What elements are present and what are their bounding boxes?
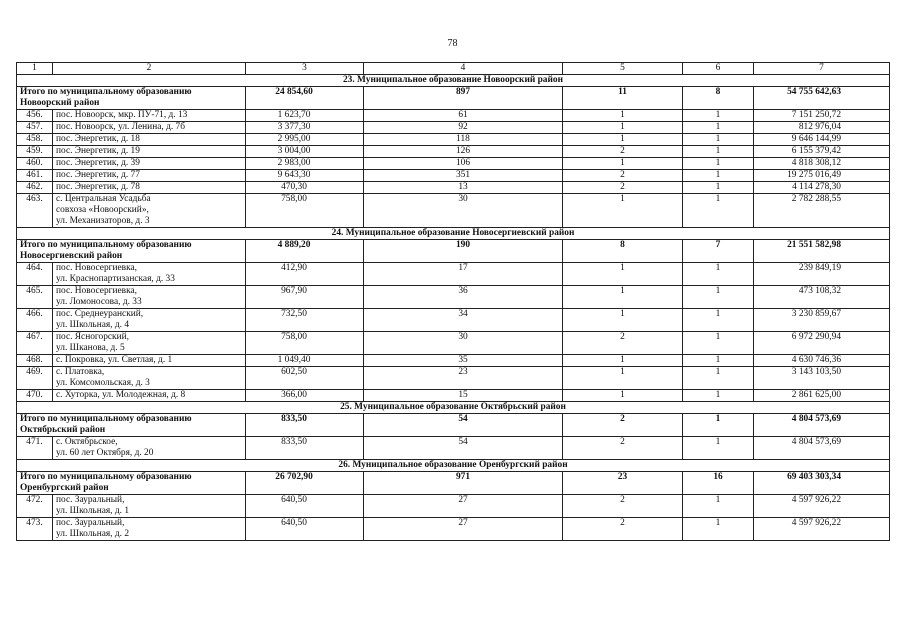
cost-value: 9 646 144,99 — [754, 134, 890, 146]
col6-value: 1 — [683, 495, 754, 518]
row-number: 467. — [17, 332, 53, 355]
area-value: 758,00 — [246, 332, 364, 355]
cost-value: 4 597 926,22 — [754, 518, 890, 541]
residents-value: 23 — [364, 367, 563, 390]
column-header: 1 — [17, 63, 53, 75]
area-value: 732,50 — [246, 309, 364, 332]
total-residents: 190 — [364, 240, 563, 263]
address-line: ул. Школьная, д. 4 — [56, 320, 130, 330]
row-number: 460. — [17, 158, 53, 170]
address-line: пос. Зауральный, — [56, 518, 125, 528]
cost-value: 19 275 016,49 — [754, 170, 890, 182]
address-line: пос. Энергетик, д. 78 — [56, 182, 140, 192]
address-line: с. Центральная Усадьба — [56, 194, 151, 204]
area-value: 758,00 — [246, 194, 364, 228]
total-area: 4 889,20 — [246, 240, 364, 263]
area-value: 470,30 — [246, 182, 364, 194]
row-number: 464. — [17, 263, 53, 286]
address-line: ул. Шканова, д. 5 — [56, 343, 125, 353]
total-label-line: Октябрьский район — [20, 425, 106, 435]
address-cell — [53, 182, 246, 194]
residents-value: 61 — [364, 110, 563, 122]
residents-value: 35 — [364, 355, 563, 367]
table-row — [17, 122, 890, 134]
col5-value: 1 — [563, 286, 683, 309]
cost-value: 812 976,04 — [754, 122, 890, 134]
area-value: 640,50 — [246, 518, 364, 541]
table-body — [17, 63, 890, 541]
address-line: ул. Комсомольская, д. 3 — [56, 378, 150, 388]
col6-value: 1 — [683, 182, 754, 194]
address-line: с. Хуторка, ул. Молодежная, д. 8 — [56, 390, 186, 400]
area-value: 412,90 — [246, 263, 364, 286]
address-cell — [53, 134, 246, 146]
address-line: совхоза «Новоорский», — [56, 205, 149, 215]
address-line: пос. Энергетик, д. 77 — [56, 170, 140, 180]
row-number: 472. — [17, 495, 53, 518]
row-number: 469. — [17, 367, 53, 390]
total-label — [17, 87, 246, 110]
area-value: 2 983,00 — [246, 158, 364, 170]
cost-value: 7 151 250,72 — [754, 110, 890, 122]
total-cost: 4 804 573,69 — [754, 414, 890, 437]
address-line: с. Платовка, — [56, 367, 105, 377]
cost-value: 6 155 379,42 — [754, 146, 890, 158]
register-table — [16, 62, 890, 541]
total-label — [17, 472, 246, 495]
col5-value: 1 — [563, 309, 683, 332]
total-label-line: Итого по муниципальному образованию — [20, 472, 192, 482]
table-row — [17, 355, 890, 367]
col5-value: 1 — [563, 122, 683, 134]
cost-value: 3 230 859,67 — [754, 309, 890, 332]
address-line: пос. Зауральный, — [56, 495, 125, 505]
col6-value: 1 — [683, 134, 754, 146]
col5-value: 2 — [563, 182, 683, 194]
row-number: 470. — [17, 390, 53, 402]
column-header: 5 — [563, 63, 683, 75]
row-number: 465. — [17, 286, 53, 309]
area-value: 1 623,70 — [246, 110, 364, 122]
total-label-line: Итого по муниципальному образованию — [20, 240, 192, 250]
address-line: пос. Новосергиевка, — [56, 263, 138, 273]
section-title: 23. Муниципальное образование Новоорский район — [17, 75, 890, 87]
row-number: 462. — [17, 182, 53, 194]
row-number: 457. — [17, 122, 53, 134]
residents-value: 27 — [364, 495, 563, 518]
address-cell — [53, 158, 246, 170]
total-residents: 54 — [364, 414, 563, 437]
table-row — [17, 158, 890, 170]
address-line: ул. Школьная, д. 2 — [56, 529, 130, 539]
col6-value: 1 — [683, 146, 754, 158]
column-header: 7 — [754, 63, 890, 75]
total-col5: 2 — [563, 414, 683, 437]
residents-value: 17 — [364, 263, 563, 286]
address-cell — [53, 355, 246, 367]
col6-value: 1 — [683, 367, 754, 390]
residents-value: 351 — [364, 170, 563, 182]
col6-value: 1 — [683, 263, 754, 286]
table-row — [17, 170, 890, 182]
col5-value: 1 — [563, 158, 683, 170]
col5-value: 2 — [563, 146, 683, 158]
col6-value: 1 — [683, 518, 754, 541]
total-label — [17, 414, 246, 437]
area-value: 640,50 — [246, 495, 364, 518]
row-number: 473. — [17, 518, 53, 541]
row-number: 466. — [17, 309, 53, 332]
area-value: 2 995,00 — [246, 134, 364, 146]
column-header: 6 — [683, 63, 754, 75]
total-row — [17, 472, 890, 495]
col6-value: 1 — [683, 355, 754, 367]
address-cell — [53, 390, 246, 402]
section-title: 26. Муниципальное образование Оренбургский район — [17, 460, 890, 472]
cost-value: 3 143 103,50 — [754, 367, 890, 390]
address-line: пос. Новосергиевка, — [56, 286, 138, 296]
row-number: 458. — [17, 134, 53, 146]
col5-value: 1 — [563, 390, 683, 402]
address-cell — [53, 170, 246, 182]
col5-value: 2 — [563, 495, 683, 518]
area-value: 1 049,40 — [246, 355, 364, 367]
cost-value: 4 804 573,69 — [754, 437, 890, 460]
address-cell — [53, 263, 246, 286]
address-line: с. Октябрьское, — [56, 437, 118, 447]
column-header: 4 — [364, 63, 563, 75]
address-line: пос. Энергетик, д. 18 — [56, 134, 140, 144]
total-label — [17, 240, 246, 263]
col5-value: 1 — [563, 194, 683, 228]
table-row — [17, 134, 890, 146]
column-number-row — [17, 63, 890, 75]
table-row — [17, 332, 890, 355]
col6-value: 1 — [683, 286, 754, 309]
total-col5: 11 — [563, 87, 683, 110]
total-area: 24 854,60 — [246, 87, 364, 110]
section-title-row — [17, 228, 890, 240]
cost-value: 239 849,19 — [754, 263, 890, 286]
total-col5: 8 — [563, 240, 683, 263]
residents-value: 30 — [364, 332, 563, 355]
cost-value: 2 782 288,55 — [754, 194, 890, 228]
address-line: пос. Новоорск, ул. Ленина, д. 7б — [56, 122, 185, 132]
table-row — [17, 518, 890, 541]
area-value: 602,50 — [246, 367, 364, 390]
address-cell — [53, 367, 246, 390]
page-number: 78 — [447, 38, 458, 49]
col6-value: 1 — [683, 122, 754, 134]
address-cell — [53, 146, 246, 158]
total-label-line: Новоорский район — [20, 98, 100, 108]
row-number: 461. — [17, 170, 53, 182]
residents-value: 34 — [364, 309, 563, 332]
address-cell — [53, 495, 246, 518]
cost-value: 4 597 926,22 — [754, 495, 890, 518]
cost-value: 4 114 278,30 — [754, 182, 890, 194]
section-title: 25. Муниципальное образование Октябрьский район — [17, 402, 890, 414]
residents-value: 118 — [364, 134, 563, 146]
col5-value: 1 — [563, 355, 683, 367]
total-label-line: Итого по муниципальному образованию — [20, 87, 192, 97]
row-number: 459. — [17, 146, 53, 158]
area-value: 3 377,30 — [246, 122, 364, 134]
address-cell — [53, 122, 246, 134]
address-line: ул. Механизаторов, д. 3 — [56, 216, 150, 226]
cost-value: 2 861 625,00 — [754, 390, 890, 402]
address-line: ул. 60 лет Октября, д. 20 — [56, 448, 154, 458]
table-row — [17, 182, 890, 194]
address-line: пос. Энергетик, д. 19 — [56, 146, 140, 156]
cost-value: 4 818 308,12 — [754, 158, 890, 170]
address-cell — [53, 437, 246, 460]
table-row — [17, 309, 890, 332]
total-cost: 54 755 642,63 — [754, 87, 890, 110]
residents-value: 15 — [364, 390, 563, 402]
address-line: ул. Краснопартизанская, д. 33 — [56, 274, 175, 284]
area-value: 366,00 — [246, 390, 364, 402]
column-header: 3 — [246, 63, 364, 75]
address-cell — [53, 194, 246, 228]
col5-value: 2 — [563, 518, 683, 541]
row-number: 468. — [17, 355, 53, 367]
address-line: ул. Школьная, д. 1 — [56, 506, 130, 516]
section-title-row — [17, 460, 890, 472]
address-line: ул. Ломоносова, д. 33 — [56, 297, 142, 307]
address-line: с. Покровка, ул. Светлая, д. 1 — [56, 355, 173, 365]
residents-value: 27 — [364, 518, 563, 541]
residents-value: 30 — [364, 194, 563, 228]
total-cost: 21 551 582,98 — [754, 240, 890, 263]
table-row — [17, 194, 890, 228]
section-title: 24. Муниципальное образование Новосергиевский район — [17, 228, 890, 240]
total-label-line: Итого по муниципальному образованию — [20, 414, 192, 424]
total-cost: 69 403 303,34 — [754, 472, 890, 495]
area-value: 833,50 — [246, 437, 364, 460]
address-cell — [53, 286, 246, 309]
col6-value: 1 — [683, 110, 754, 122]
area-value: 9 643,30 — [246, 170, 364, 182]
section-title-row — [17, 402, 890, 414]
table-row — [17, 286, 890, 309]
table-row — [17, 110, 890, 122]
address-line: пос. Ясногорский, — [56, 332, 129, 342]
total-row — [17, 414, 890, 437]
residents-value: 13 — [364, 182, 563, 194]
table-row — [17, 367, 890, 390]
col6-value: 1 — [683, 194, 754, 228]
col5-value: 1 — [563, 134, 683, 146]
col6-value: 1 — [683, 158, 754, 170]
total-residents: 971 — [364, 472, 563, 495]
col6-value: 1 — [683, 309, 754, 332]
total-area: 26 702,90 — [246, 472, 364, 495]
residents-value: 36 — [364, 286, 563, 309]
address-cell — [53, 110, 246, 122]
area-value: 3 004,00 — [246, 146, 364, 158]
total-col6: 7 — [683, 240, 754, 263]
col5-value: 2 — [563, 170, 683, 182]
col5-value: 2 — [563, 437, 683, 460]
column-header: 2 — [53, 63, 246, 75]
address-line: пос. Энергетик, д. 39 — [56, 158, 140, 168]
cost-value: 6 972 290,94 — [754, 332, 890, 355]
residents-value: 92 — [364, 122, 563, 134]
table-row — [17, 263, 890, 286]
table-row — [17, 495, 890, 518]
col6-value: 1 — [683, 170, 754, 182]
col5-value: 1 — [563, 263, 683, 286]
table-row — [17, 146, 890, 158]
row-number: 471. — [17, 437, 53, 460]
col5-value: 1 — [563, 367, 683, 390]
col5-value: 2 — [563, 332, 683, 355]
total-residents: 897 — [364, 87, 563, 110]
table-row — [17, 437, 890, 460]
total-col6: 8 — [683, 87, 754, 110]
residents-value: 126 — [364, 146, 563, 158]
address-cell — [53, 518, 246, 541]
total-area: 833,50 — [246, 414, 364, 437]
residents-value: 106 — [364, 158, 563, 170]
area-value: 967,90 — [246, 286, 364, 309]
total-col6: 1 — [683, 414, 754, 437]
col6-value: 1 — [683, 390, 754, 402]
total-col6: 16 — [683, 472, 754, 495]
address-cell — [53, 309, 246, 332]
cost-value: 4 630 746,36 — [754, 355, 890, 367]
section-title-row — [17, 75, 890, 87]
address-line: пос. Новоорск, мкр. ПУ-71, д. 13 — [56, 110, 188, 120]
residents-value: 54 — [364, 437, 563, 460]
col6-value: 1 — [683, 437, 754, 460]
total-label-line: Новосергиевский район — [20, 251, 123, 261]
address-line: пос. Среднеуранский, — [56, 309, 144, 319]
table-row — [17, 390, 890, 402]
row-number: 463. — [17, 194, 53, 228]
address-cell — [53, 332, 246, 355]
cost-value: 473 108,32 — [754, 286, 890, 309]
total-label-line: Оренбургский район — [20, 483, 109, 493]
col5-value: 1 — [563, 110, 683, 122]
col6-value: 1 — [683, 332, 754, 355]
total-row — [17, 87, 890, 110]
total-col5: 23 — [563, 472, 683, 495]
total-row — [17, 240, 890, 263]
row-number: 456. — [17, 110, 53, 122]
